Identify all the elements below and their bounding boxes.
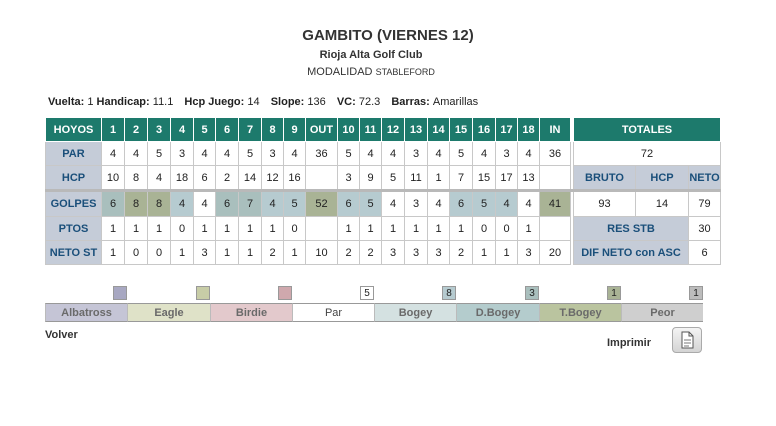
legend-count-dbogey: 3 <box>525 286 539 300</box>
score-cell: 1 <box>428 166 450 191</box>
score-cell: 9 <box>360 166 382 191</box>
score-cell <box>306 217 338 241</box>
score-cell: 4 <box>360 142 382 166</box>
score-cell: 4 <box>284 142 306 166</box>
score-cell: 6 <box>450 191 473 217</box>
score-cell: 7 <box>450 166 473 191</box>
row-label-ptos: PTOS <box>46 217 102 241</box>
legend-count-albatross <box>113 286 127 300</box>
imprimir-label: Imprimir <box>607 337 652 349</box>
bruto-value: 93 <box>574 191 636 217</box>
score-cell: 1 <box>216 241 239 265</box>
score-cell <box>540 217 571 241</box>
score-cell: 1 <box>194 217 216 241</box>
vuelta-label: Vuelta: <box>48 96 85 108</box>
score-cell: 0 <box>171 217 194 241</box>
score-cell: 3 <box>171 142 194 166</box>
score-cell: 5 <box>382 166 405 191</box>
hcp-total-value: 14 <box>636 191 689 217</box>
hcp-juego-label: Hcp Juego: <box>184 96 245 108</box>
score-cell: 2 <box>450 241 473 265</box>
barras-value: Amarillas <box>432 96 479 108</box>
score-cell: 1 <box>239 217 262 241</box>
header-cell: 9 <box>284 118 306 142</box>
header-hoyos: HOYOS <box>46 118 102 142</box>
score-cell: 0 <box>125 241 148 265</box>
volver-link[interactable]: Volver <box>45 329 78 341</box>
score-cell: 1 <box>518 217 540 241</box>
barras-label: Barras: <box>391 96 430 108</box>
score-cell: 4 <box>496 191 518 217</box>
row-label-par: PAR <box>46 142 102 166</box>
score-cell: 1 <box>262 217 284 241</box>
score-cell: 20 <box>540 241 571 265</box>
game-mode <box>0 66 742 78</box>
score-cell: 18 <box>171 166 194 191</box>
score-cell: 6 <box>216 191 239 217</box>
score-cell: 36 <box>540 142 571 166</box>
score-cell: 2 <box>338 241 360 265</box>
dif-neto-label: DIF NETO con ASC <box>574 241 689 265</box>
score-cell: 4 <box>216 142 239 166</box>
score-legend <box>45 286 703 324</box>
dif-neto-value: 6 <box>689 241 721 265</box>
header-cell: 4 <box>171 118 194 142</box>
header-cell: 11 <box>360 118 382 142</box>
score-cell: 3 <box>405 191 428 217</box>
score-cell: 4 <box>262 191 284 217</box>
score-cell: 52 <box>306 191 338 217</box>
score-cell: 16 <box>284 166 306 191</box>
header-cell: 2 <box>125 118 148 142</box>
score-cell: 4 <box>518 191 540 217</box>
header-cell: 5 <box>194 118 216 142</box>
score-cell: 4 <box>102 142 125 166</box>
hcp-total-label: HCP <box>636 166 689 191</box>
score-cell: 3 <box>338 166 360 191</box>
header-cell: OUT <box>306 118 338 142</box>
slope-value: 136 <box>307 96 326 108</box>
handicap-value: 11.1 <box>152 96 174 108</box>
round-info <box>48 96 478 108</box>
score-cell: 3 <box>496 142 518 166</box>
header-cell: IN <box>540 118 571 142</box>
score-cell: 1 <box>148 217 171 241</box>
header-cell: 16 <box>473 118 496 142</box>
score-cell: 3 <box>194 241 216 265</box>
row-label-hcp: HCP <box>46 166 102 191</box>
header-cell: 14 <box>428 118 450 142</box>
vuelta-value: 1 <box>87 96 94 108</box>
score-cell: 4 <box>428 191 450 217</box>
header-cell: 12 <box>382 118 405 142</box>
score-cell <box>540 166 571 191</box>
score-cell: 8 <box>148 191 171 217</box>
header-cell: 7 <box>239 118 262 142</box>
score-cell: 6 <box>194 166 216 191</box>
legend-count-eagle <box>196 286 210 300</box>
legend-albatross: Albatross <box>45 303 127 322</box>
score-cell: 0 <box>496 217 518 241</box>
score-cell: 0 <box>284 217 306 241</box>
score-cell: 1 <box>382 217 405 241</box>
score-cell: 4 <box>148 166 171 191</box>
score-cell: 4 <box>382 191 405 217</box>
score-cell: 5 <box>473 191 496 217</box>
score-cell: 5 <box>338 142 360 166</box>
score-cell: 2 <box>262 241 284 265</box>
score-cell: 4 <box>382 142 405 166</box>
score-cell: 36 <box>306 142 338 166</box>
score-cell: 6 <box>102 191 125 217</box>
totals-header: TOTALES <box>574 118 721 142</box>
score-cell: 3 <box>382 241 405 265</box>
score-cell: 11 <box>405 166 428 191</box>
handicap-label: Handicap: <box>96 96 150 108</box>
score-cell: 17 <box>496 166 518 191</box>
score-cell: 5 <box>239 142 262 166</box>
score-cell: 1 <box>102 217 125 241</box>
score-cell: 5 <box>148 142 171 166</box>
score-cell: 6 <box>338 191 360 217</box>
score-cell: 15 <box>473 166 496 191</box>
score-cell <box>306 166 338 191</box>
total-par: 72 <box>574 142 721 166</box>
score-cell: 4 <box>194 142 216 166</box>
score-cell: 4 <box>171 191 194 217</box>
score-cell: 1 <box>338 217 360 241</box>
mode-value: STABLEFORD <box>375 67 435 77</box>
score-cell: 1 <box>360 217 382 241</box>
header-cell: 15 <box>450 118 473 142</box>
score-cell: 1 <box>284 241 306 265</box>
score-cell: 10 <box>306 241 338 265</box>
document-icon <box>673 328 701 352</box>
vc-label: VC: <box>336 96 356 108</box>
score-cell: 4 <box>428 142 450 166</box>
score-cell: 2 <box>360 241 382 265</box>
legend-count-tbogey: 1 <box>607 286 621 300</box>
legend-count-birdie <box>278 286 292 300</box>
score-cell: 8 <box>125 166 148 191</box>
slope-label: Slope: <box>270 96 305 108</box>
club-name: Rioja Alta Golf Club <box>319 49 423 61</box>
legend-birdie: Birdie <box>210 303 292 322</box>
score-cell: 3 <box>428 241 450 265</box>
legend-peor: Peor <box>621 303 703 322</box>
hcp-juego-value: 14 <box>247 96 260 108</box>
score-cell: 1 <box>239 241 262 265</box>
header-cell: 3 <box>148 118 171 142</box>
header-cell: 6 <box>216 118 239 142</box>
score-cell: 4 <box>473 142 496 166</box>
row-label-golpes: GOLPES <box>46 191 102 217</box>
score-cell: 8 <box>125 191 148 217</box>
header-cell: 13 <box>405 118 428 142</box>
score-cell: 4 <box>194 191 216 217</box>
score-cell: 1 <box>428 217 450 241</box>
header-cell: 1 <box>102 118 125 142</box>
bruto-label: BRUTO <box>574 166 636 191</box>
legend-count-bogey: 8 <box>442 286 456 300</box>
score-cell: 1 <box>171 241 194 265</box>
header-cell: 10 <box>338 118 360 142</box>
row-label-neto-st: NETO ST <box>46 241 102 265</box>
neto-value: 79 <box>689 191 721 217</box>
score-cell: 1 <box>125 217 148 241</box>
legend-count-par: 5 <box>360 286 374 300</box>
header-cell: 8 <box>262 118 284 142</box>
score-cell: 13 <box>518 166 540 191</box>
score-cell: 12 <box>262 166 284 191</box>
score-cell: 7 <box>239 191 262 217</box>
score-cell: 3 <box>405 142 428 166</box>
print-button[interactable] <box>672 327 702 353</box>
score-cell: 3 <box>262 142 284 166</box>
mode-prefix: MODALIDAD <box>307 66 373 78</box>
score-cell: 4 <box>125 142 148 166</box>
score-cell: 0 <box>148 241 171 265</box>
score-cell: 1 <box>473 241 496 265</box>
score-cell: 1 <box>405 217 428 241</box>
score-cell: 5 <box>360 191 382 217</box>
legend-count-peor: 1 <box>689 286 703 300</box>
score-cell: 1 <box>216 217 239 241</box>
score-cell: 5 <box>284 191 306 217</box>
score-cell: 1 <box>102 241 125 265</box>
header-cell: 17 <box>496 118 518 142</box>
res-stb-value: 30 <box>689 217 721 241</box>
score-cell: 3 <box>518 241 540 265</box>
scorecard-table <box>45 117 721 265</box>
score-cell: 1 <box>450 217 473 241</box>
legend-par: Par <box>292 303 374 322</box>
header-cell: 18 <box>518 118 540 142</box>
score-cell: 14 <box>239 166 262 191</box>
score-cell: 2 <box>216 166 239 191</box>
res-stb-label: RES STB <box>574 217 689 241</box>
legend-eagle: Eagle <box>127 303 210 322</box>
neto-label: NETO <box>689 166 721 191</box>
vc-value: 72.3 <box>358 96 381 108</box>
score-cell: 5 <box>450 142 473 166</box>
score-cell: 4 <box>518 142 540 166</box>
score-cell: 0 <box>473 217 496 241</box>
score-cell: 1 <box>496 241 518 265</box>
legend-tbogey: T.Bogey <box>539 303 621 322</box>
legend-bogey: Bogey <box>374 303 456 322</box>
score-cell: 41 <box>540 191 571 217</box>
legend-dbogey: D.Bogey <box>456 303 539 322</box>
page-title: GAMBITO (VIERNES 12) <box>302 27 474 44</box>
score-cell: 3 <box>405 241 428 265</box>
score-cell: 10 <box>102 166 125 191</box>
